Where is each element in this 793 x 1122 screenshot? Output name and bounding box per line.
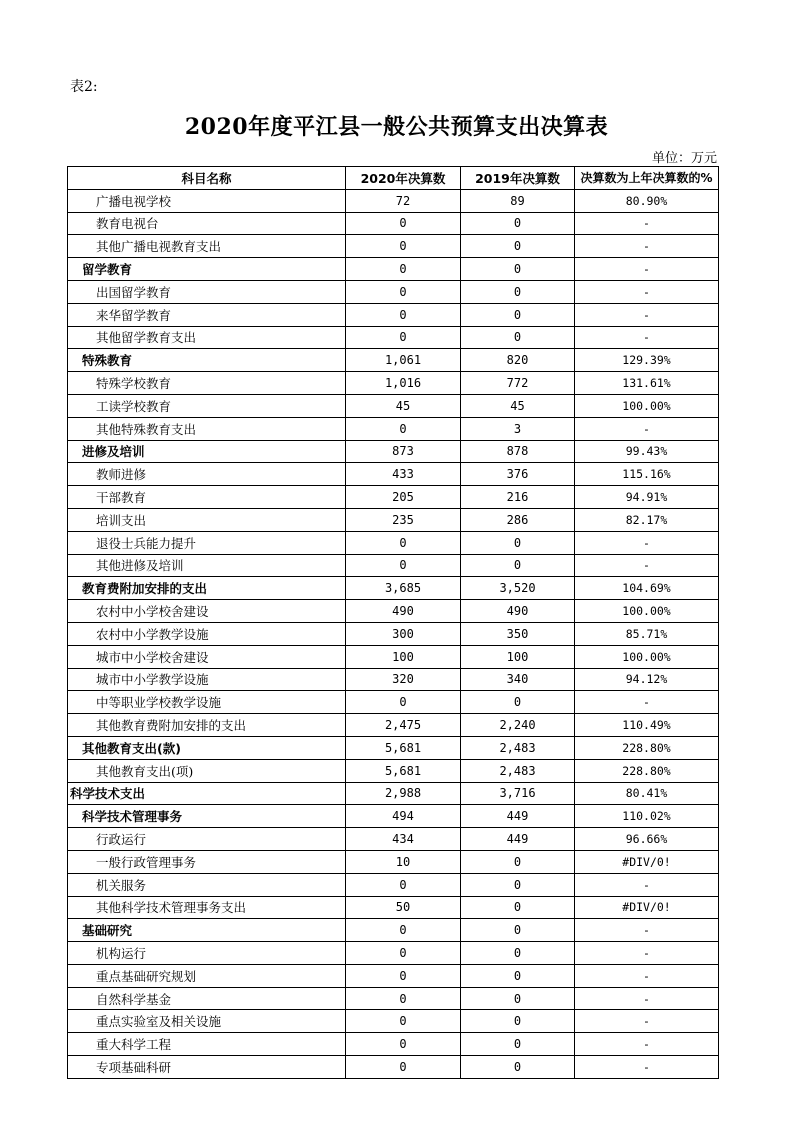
amount-2019-cell: 0 xyxy=(461,873,575,896)
table-row xyxy=(68,326,719,349)
amount-2020-cell: 0 xyxy=(346,691,461,714)
amount-2020-cell: 72 xyxy=(346,189,461,212)
table-row xyxy=(68,577,719,600)
table-row xyxy=(68,372,719,395)
subject-name-cell: 行政运行 xyxy=(68,828,346,851)
ratio-percent-cell: - xyxy=(575,1056,719,1079)
table-row xyxy=(68,600,719,623)
amount-2020-cell: 0 xyxy=(346,987,461,1010)
table-row xyxy=(68,1033,719,1056)
ratio-percent-cell: - xyxy=(575,964,719,987)
amount-2020-cell: 5,681 xyxy=(346,759,461,782)
amount-2019-cell: 350 xyxy=(461,622,575,645)
ratio-percent-cell: 80.41% xyxy=(575,782,719,805)
table-row xyxy=(68,1010,719,1033)
amount-2019-cell: 2,483 xyxy=(461,759,575,782)
amount-2020-cell: 1,061 xyxy=(346,349,461,372)
amount-2019-cell: 0 xyxy=(461,258,575,281)
table-row xyxy=(68,280,719,303)
amount-2020-cell: 50 xyxy=(346,896,461,919)
subject-name-cell: 科学技术支出 xyxy=(68,782,346,805)
amount-2019-cell: 2,240 xyxy=(461,714,575,737)
ratio-percent-cell: 100.00% xyxy=(575,645,719,668)
table-body xyxy=(68,189,719,1078)
amount-2019-cell: 100 xyxy=(461,645,575,668)
ratio-percent-cell: - xyxy=(575,212,719,235)
ratio-percent-cell: 110.02% xyxy=(575,805,719,828)
table-number-label: 表2: xyxy=(70,79,98,95)
amount-2020-cell: 3,685 xyxy=(346,577,461,600)
amount-2020-cell: 2,988 xyxy=(346,782,461,805)
amount-2019-cell: 216 xyxy=(461,486,575,509)
subject-name-cell: 城市中小学教学设施 xyxy=(68,668,346,691)
amount-2019-cell: 3,716 xyxy=(461,782,575,805)
table-row xyxy=(68,850,719,873)
subject-name-cell: 留学教育 xyxy=(68,258,346,281)
amount-2019-cell: 45 xyxy=(461,394,575,417)
ratio-percent-cell: 94.12% xyxy=(575,668,719,691)
subject-name-cell: 中等职业学校教学设施 xyxy=(68,691,346,714)
subject-name-cell: 其他教育费附加安排的支出 xyxy=(68,714,346,737)
amount-2020-cell: 0 xyxy=(346,303,461,326)
subject-name-cell: 广播电视学校 xyxy=(68,189,346,212)
table-row xyxy=(68,987,719,1010)
amount-2019-cell: 449 xyxy=(461,828,575,851)
subject-name-cell: 教育费附加安排的支出 xyxy=(68,577,346,600)
ratio-percent-cell: - xyxy=(575,531,719,554)
subject-name-cell: 基础研究 xyxy=(68,919,346,942)
ratio-percent-cell: 228.80% xyxy=(575,759,719,782)
subject-name-cell: 教育电视台 xyxy=(68,212,346,235)
amount-2020-cell: 0 xyxy=(346,417,461,440)
ratio-percent-cell: #DIV/0! xyxy=(575,850,719,873)
subject-name-cell: 一般行政管理事务 xyxy=(68,850,346,873)
amount-2020-cell: 433 xyxy=(346,463,461,486)
ratio-percent-cell: - xyxy=(575,691,719,714)
amount-2020-cell: 205 xyxy=(346,486,461,509)
amount-2020-cell: 0 xyxy=(346,554,461,577)
table-row xyxy=(68,417,719,440)
subject-name-cell: 培训支出 xyxy=(68,508,346,531)
subject-name-cell: 其他科学技术管理事务支出 xyxy=(68,896,346,919)
amount-2020-cell: 873 xyxy=(346,440,461,463)
ratio-percent-cell: 100.00% xyxy=(575,394,719,417)
amount-2019-cell: 286 xyxy=(461,508,575,531)
subject-name-cell: 其他广播电视教育支出 xyxy=(68,235,346,258)
amount-2019-cell: 3 xyxy=(461,417,575,440)
subject-name-cell: 来华留学教育 xyxy=(68,303,346,326)
subject-name-cell: 出国留学教育 xyxy=(68,280,346,303)
ratio-percent-cell: - xyxy=(575,303,719,326)
amount-2019-cell: 0 xyxy=(461,280,575,303)
subject-name-cell: 农村中小学校舍建设 xyxy=(68,600,346,623)
amount-2019-cell: 0 xyxy=(461,326,575,349)
table-row xyxy=(68,714,719,737)
amount-2019-cell: 3,520 xyxy=(461,577,575,600)
ratio-percent-cell: - xyxy=(575,873,719,896)
subject-name-cell: 退役士兵能力提升 xyxy=(68,531,346,554)
amount-2020-cell: 0 xyxy=(346,280,461,303)
table-row xyxy=(68,622,719,645)
ratio-percent-cell: 110.49% xyxy=(575,714,719,737)
table-row xyxy=(68,189,719,212)
amount-2020-cell: 0 xyxy=(346,1056,461,1079)
table-header-row xyxy=(68,167,719,190)
subject-name-cell: 干部教育 xyxy=(68,486,346,509)
table-row xyxy=(68,508,719,531)
table-row xyxy=(68,964,719,987)
ratio-percent-cell: - xyxy=(575,987,719,1010)
ratio-percent-cell: - xyxy=(575,326,719,349)
amount-2020-cell: 0 xyxy=(346,964,461,987)
table-row xyxy=(68,235,719,258)
ratio-percent-cell: - xyxy=(575,258,719,281)
amount-2019-cell: 89 xyxy=(461,189,575,212)
table-row xyxy=(68,486,719,509)
ratio-percent-cell: - xyxy=(575,1033,719,1056)
table-row xyxy=(68,463,719,486)
subject-name-cell: 重点基础研究规划 xyxy=(68,964,346,987)
amount-2020-cell: 300 xyxy=(346,622,461,645)
table-row xyxy=(68,394,719,417)
amount-2019-cell: 878 xyxy=(461,440,575,463)
amount-2019-cell: 0 xyxy=(461,691,575,714)
ratio-percent-cell: 99.43% xyxy=(575,440,719,463)
ratio-percent-cell: 85.71% xyxy=(575,622,719,645)
table-row xyxy=(68,896,719,919)
amount-2019-cell: 0 xyxy=(461,212,575,235)
amount-2019-cell: 2,483 xyxy=(461,736,575,759)
subject-name-cell: 教师进修 xyxy=(68,463,346,486)
amount-2019-cell: 0 xyxy=(461,964,575,987)
subject-name-cell: 其他特殊教育支出 xyxy=(68,417,346,440)
ratio-percent-cell: - xyxy=(575,919,719,942)
table-row xyxy=(68,303,719,326)
table-row xyxy=(68,782,719,805)
amount-2020-cell: 0 xyxy=(346,531,461,554)
table-row xyxy=(68,942,719,965)
ratio-percent-cell: #DIV/0! xyxy=(575,896,719,919)
amount-2020-cell: 0 xyxy=(346,942,461,965)
subject-name-cell: 机构运行 xyxy=(68,942,346,965)
amount-2019-cell: 0 xyxy=(461,942,575,965)
ratio-percent-cell: 131.61% xyxy=(575,372,719,395)
ratio-percent-cell: - xyxy=(575,942,719,965)
table-row xyxy=(68,212,719,235)
ratio-percent-cell: 115.16% xyxy=(575,463,719,486)
amount-2020-cell: 10 xyxy=(346,850,461,873)
amount-2019-cell: 0 xyxy=(461,531,575,554)
table-row xyxy=(68,736,719,759)
budget-table xyxy=(67,166,719,1079)
subject-name-cell: 机关服务 xyxy=(68,873,346,896)
ratio-percent-cell: 94.91% xyxy=(575,486,719,509)
subject-name-cell: 自然科学基金 xyxy=(68,987,346,1010)
subject-name-cell: 重点实验室及相关设施 xyxy=(68,1010,346,1033)
ratio-percent-cell: - xyxy=(575,235,719,258)
amount-2019-cell: 0 xyxy=(461,303,575,326)
amount-2019-cell: 820 xyxy=(461,349,575,372)
table-row xyxy=(68,828,719,851)
ratio-percent-cell: 104.69% xyxy=(575,577,719,600)
amount-2020-cell: 235 xyxy=(346,508,461,531)
amount-2019-cell: 0 xyxy=(461,896,575,919)
table-row xyxy=(68,691,719,714)
header-2019-amount: 2019年决算数 xyxy=(461,167,575,190)
ratio-percent-cell: 100.00% xyxy=(575,600,719,623)
amount-2020-cell: 0 xyxy=(346,1010,461,1033)
header-2020-amount: 2020年决算数 xyxy=(346,167,461,190)
amount-2020-cell: 0 xyxy=(346,212,461,235)
amount-2020-cell: 2,475 xyxy=(346,714,461,737)
amount-2019-cell: 490 xyxy=(461,600,575,623)
table-row xyxy=(68,258,719,281)
page-title: 2020年度平江县一般公共预算支出决算表 xyxy=(184,114,609,140)
table-row xyxy=(68,805,719,828)
amount-2019-cell: 0 xyxy=(461,1056,575,1079)
table-row xyxy=(68,440,719,463)
amount-2020-cell: 0 xyxy=(346,258,461,281)
subject-name-cell: 重大科学工程 xyxy=(68,1033,346,1056)
ratio-percent-cell: 96.66% xyxy=(575,828,719,851)
subject-name-cell: 农村中小学教学设施 xyxy=(68,622,346,645)
amount-2019-cell: 376 xyxy=(461,463,575,486)
amount-2020-cell: 0 xyxy=(346,326,461,349)
amount-2019-cell: 0 xyxy=(461,235,575,258)
amount-2019-cell: 340 xyxy=(461,668,575,691)
subject-name-cell: 特殊教育 xyxy=(68,349,346,372)
unit-label: 单位：万元 xyxy=(651,151,717,166)
table-row xyxy=(68,919,719,942)
amount-2020-cell: 1,016 xyxy=(346,372,461,395)
amount-2019-cell: 0 xyxy=(461,1033,575,1056)
ratio-percent-cell: 80.90% xyxy=(575,189,719,212)
amount-2020-cell: 5,681 xyxy=(346,736,461,759)
table-row xyxy=(68,1056,719,1079)
ratio-percent-cell: - xyxy=(575,280,719,303)
subject-name-cell: 科学技术管理事务 xyxy=(68,805,346,828)
amount-2020-cell: 320 xyxy=(346,668,461,691)
table-row xyxy=(68,554,719,577)
ratio-percent-cell: - xyxy=(575,1010,719,1033)
amount-2019-cell: 772 xyxy=(461,372,575,395)
amount-2020-cell: 100 xyxy=(346,645,461,668)
table-row xyxy=(68,873,719,896)
amount-2019-cell: 0 xyxy=(461,850,575,873)
amount-2019-cell: 449 xyxy=(461,805,575,828)
subject-name-cell: 其他教育支出(项) xyxy=(68,759,346,782)
amount-2020-cell: 0 xyxy=(346,873,461,896)
subject-name-cell: 其他教育支出(款) xyxy=(68,736,346,759)
table-row xyxy=(68,531,719,554)
amount-2020-cell: 494 xyxy=(346,805,461,828)
ratio-percent-cell: 129.39% xyxy=(575,349,719,372)
amount-2020-cell: 45 xyxy=(346,394,461,417)
subject-name-cell: 工读学校教育 xyxy=(68,394,346,417)
header-subject-name: 科目名称 xyxy=(68,167,346,190)
amount-2019-cell: 0 xyxy=(461,1010,575,1033)
subject-name-cell: 进修及培训 xyxy=(68,440,346,463)
ratio-percent-cell: 228.80% xyxy=(575,736,719,759)
subject-name-cell: 其他留学教育支出 xyxy=(68,326,346,349)
amount-2020-cell: 0 xyxy=(346,919,461,942)
table-row xyxy=(68,645,719,668)
amount-2020-cell: 0 xyxy=(346,1033,461,1056)
header-ratio-percent: 决算数为上年决算数的% xyxy=(575,167,719,190)
subject-name-cell: 特殊学校教育 xyxy=(68,372,346,395)
table-row xyxy=(68,349,719,372)
ratio-percent-cell: 82.17% xyxy=(575,508,719,531)
subject-name-cell: 城市中小学校舍建设 xyxy=(68,645,346,668)
subject-name-cell: 其他进修及培训 xyxy=(68,554,346,577)
ratio-percent-cell: - xyxy=(575,417,719,440)
ratio-percent-cell: - xyxy=(575,554,719,577)
table-row xyxy=(68,759,719,782)
amount-2019-cell: 0 xyxy=(461,919,575,942)
subject-name-cell: 专项基础科研 xyxy=(68,1056,346,1079)
amount-2020-cell: 434 xyxy=(346,828,461,851)
amount-2019-cell: 0 xyxy=(461,554,575,577)
amount-2019-cell: 0 xyxy=(461,987,575,1010)
amount-2020-cell: 490 xyxy=(346,600,461,623)
table-row xyxy=(68,668,719,691)
amount-2020-cell: 0 xyxy=(346,235,461,258)
